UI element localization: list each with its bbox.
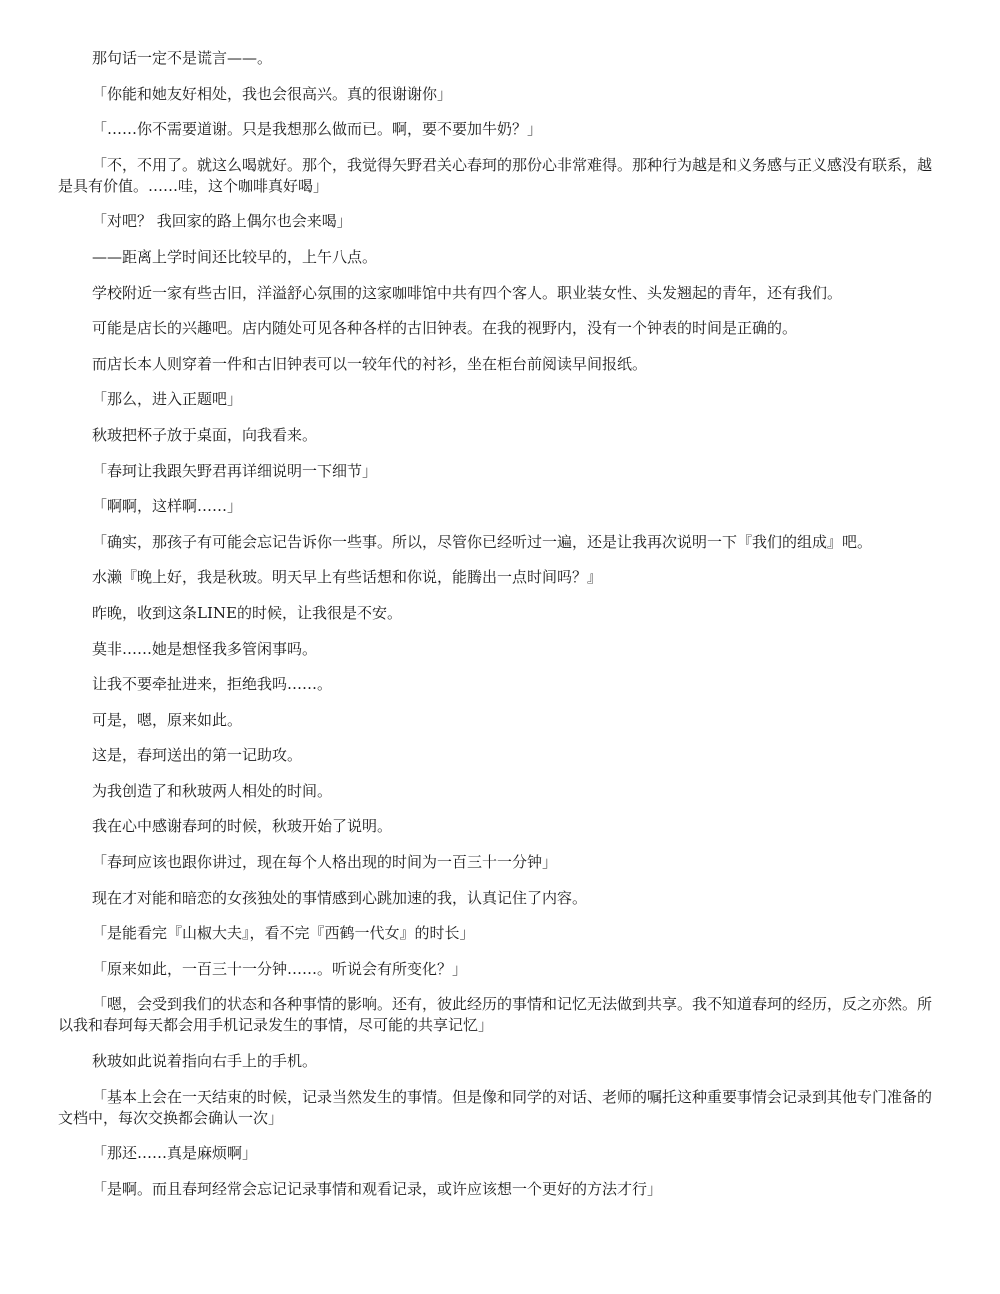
paragraph: 可是，嗯，原来如此。 <box>92 710 243 729</box>
paragraph: 「春珂让我跟矢野君再详细说明一下细节」 <box>92 461 378 480</box>
paragraph: 秋玻如此说着指向右手上的手机。 <box>92 1052 318 1071</box>
paragraph: 现在才对能和暗恋的女孩独处的事情感到心跳加速的我，认真记住了内容。 <box>92 888 588 907</box>
paragraph: 可能是店长的兴趣吧。店内随处可见各种各样的古旧钟表。在我的视野内，没有一个钟表的时间是正确的。 <box>92 319 798 338</box>
paragraph: 学校附近一家有些古旧，洋溢舒心氛围的这家咖啡馆中共有四个客人。职业装女性、头发翘起的青年，还有我们。 <box>92 283 843 302</box>
paragraph: 秋玻把杯子放于桌面，向我看来。 <box>92 425 318 444</box>
paragraph: 让我不要牵扯进来，拒绝我吗……。 <box>92 675 333 694</box>
paragraph: 「春珂应该也跟你讲过，现在每个人格出现的时间为一百三十一分钟」 <box>92 853 558 872</box>
paragraph: 「原来如此，一百三十一分钟……。听说会有所变化？」 <box>92 959 468 978</box>
paragraph: 而店长本人则穿着一件和古旧钟表可以一较年代的衬衫，坐在柜台前阅读早间报纸。 <box>92 354 648 373</box>
paragraph: 「嗯，会受到我们的状态和各种事情的影响。还有，彼此经历的事情和记忆无法做到共享。我不知道春珂的经历，反之亦然。所以我和春珂每天都会用手机记录发生的事情，尽可能的共享记忆」 <box>58 995 933 1035</box>
paragraph: 「……你不需要道谢。只是我想那么做而已。啊，要不要加牛奶？」 <box>92 120 543 139</box>
paragraph: 「不，不用了。就这么喝就好。那个，我觉得矢野君关心春珂的那份心非常难得。那种行为越是和义务感与正义感没有联系，越是具有价值。……哇，这个咖啡真好喝」 <box>58 155 933 195</box>
paragraph: 昨晚，收到这条LINE的时候，让我很是不安。 <box>92 603 402 622</box>
paragraph: 「你能和她友好相处，我也会很高兴。真的很谢谢你」 <box>92 84 453 103</box>
paragraph: 为我创造了和秋玻两人相处的时间。 <box>92 781 333 800</box>
paragraph: 「那还……真是麻烦啊」 <box>92 1144 258 1163</box>
paragraph: 水濑『晚上好，我是秋玻。明天早上有些话想和你说，能腾出一点时间吗？』 <box>92 568 603 587</box>
paragraph: 「基本上会在一天结束的时候，记录当然发生的事情。但是像和同学的对话、老师的嘱托这种重要事情会记录到其他专门准备的文档中，每次交换都会确认一次」 <box>58 1087 933 1127</box>
document-page <box>58 48 938 1214</box>
paragraph: 「啊啊，这样啊……」 <box>92 497 243 516</box>
paragraph: 那句话一定不是谎言——。 <box>92 49 273 67</box>
paragraph: 这是，春珂送出的第一记助攻。 <box>92 746 303 765</box>
paragraph: ——距离上学时间还比较早的，上午八点。 <box>92 247 378 266</box>
paragraph: 莫非……她是想怪我多管闲事吗。 <box>92 639 318 658</box>
paragraph: 我在心中感谢春珂的时候，秋玻开始了说明。 <box>92 817 393 836</box>
paragraph: 「确实，那孩子有可能会忘记告诉你一些事。所以，尽管你已经听过一遍，还是让我再次说明一下『我们的组成』吧。 <box>92 532 873 551</box>
paragraph: 「是能看完『山椒大夫』，看不完『西鹤一代女』的时长」 <box>92 924 475 943</box>
paragraph: 「那么，进入正题吧」 <box>92 390 243 409</box>
paragraph: 「是啊。而且春珂经常会忘记记录事情和观看记录，或许应该想一个更好的方法才行」 <box>92 1179 663 1198</box>
paragraph: 「对吧？ 我回家的路上偶尔也会来喝」 <box>92 212 352 231</box>
